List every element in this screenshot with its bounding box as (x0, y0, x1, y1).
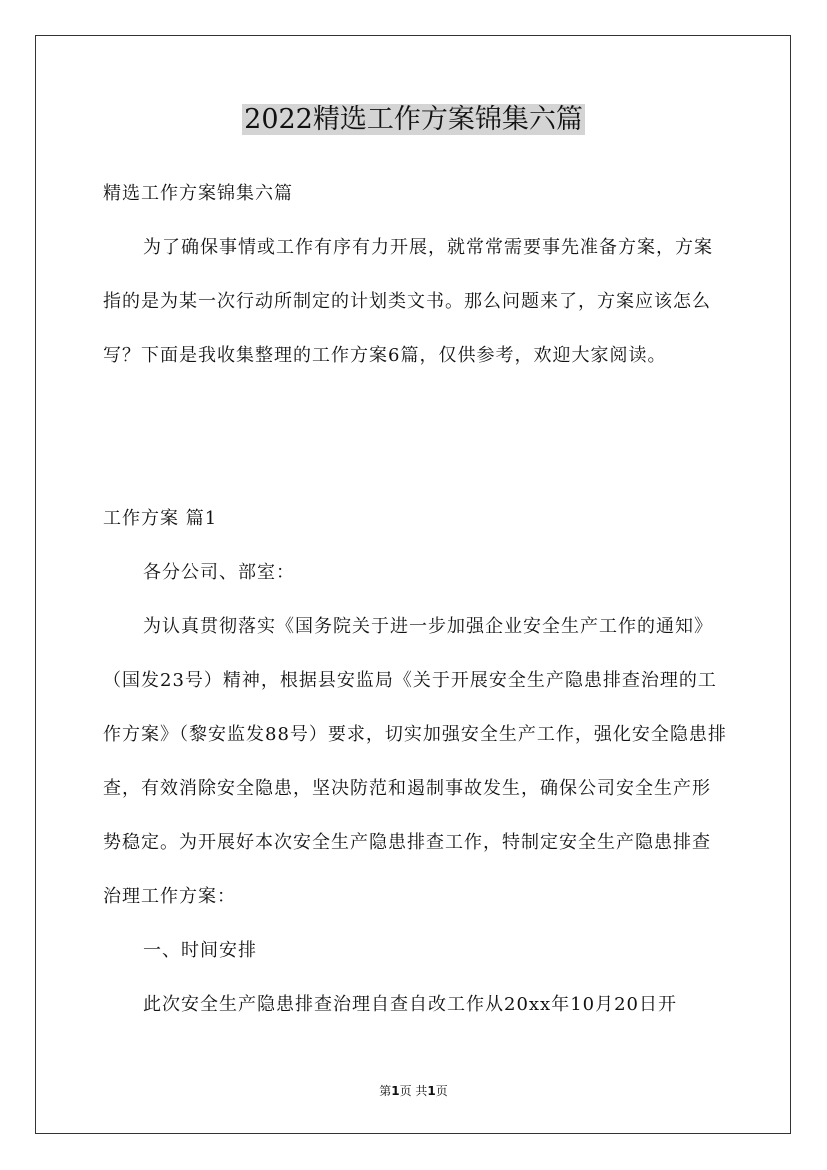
item-paragraph-text: 此次安全生产隐患排查治理自查自改工作从20xx年10月20日开 (143, 994, 678, 1015)
intro-text: 为了确保事情或工作有序有力开展，就常常需要事先准备方案，方案指的是为某一次行动所制定的计划类文书。那么问题来了，方案应该怎么写？下面是我收集整理的工作方案6篇，仅供参考，欢迎大家阅读。 (103, 237, 713, 366)
item-heading-text: 一、时间安排 (143, 940, 257, 961)
body-paragraph-text: 为认真贯彻落实《国务院关于进一步加强企业安全生产工作的通知》（国发23号）精神，根据县安监局《关于开展安全生产隐患排查治理的工作方案》（黎安监发88号）要求，切实加强安全生产工作，强化安全隐患排查，有效消除安全隐患，坚决防范和遏制事故发生，确保公司安全生产形势稳定。为开展好本次安全生产隐患排查工作，特制定安全生产隐患排查治理工作方案： (103, 616, 727, 907)
section-heading (103, 492, 729, 546)
body-paragraph (103, 600, 729, 924)
section-heading-text: 工作方案 篇1 (103, 508, 218, 529)
footer-prefix: 第 (379, 1084, 392, 1098)
document-title (0, 100, 827, 140)
document-subtitle (103, 167, 729, 221)
salutation-text: 各分公司、部室： (143, 562, 295, 583)
footer-total-pages: 1 (427, 1084, 436, 1098)
document-title-text: 2022精选工作方案锦集六篇 (244, 104, 583, 135)
item-paragraph (103, 978, 729, 1032)
salutation (103, 546, 729, 600)
footer-suffix: 页 (435, 1084, 448, 1098)
subtitle-text: 精选工作方案锦集六篇 (103, 183, 293, 204)
item-heading (103, 924, 729, 978)
intro-paragraph (103, 221, 729, 383)
footer-current-page: 1 (391, 1084, 400, 1098)
page-footer (0, 1082, 827, 1100)
footer-mid: 页 共 (399, 1084, 428, 1098)
